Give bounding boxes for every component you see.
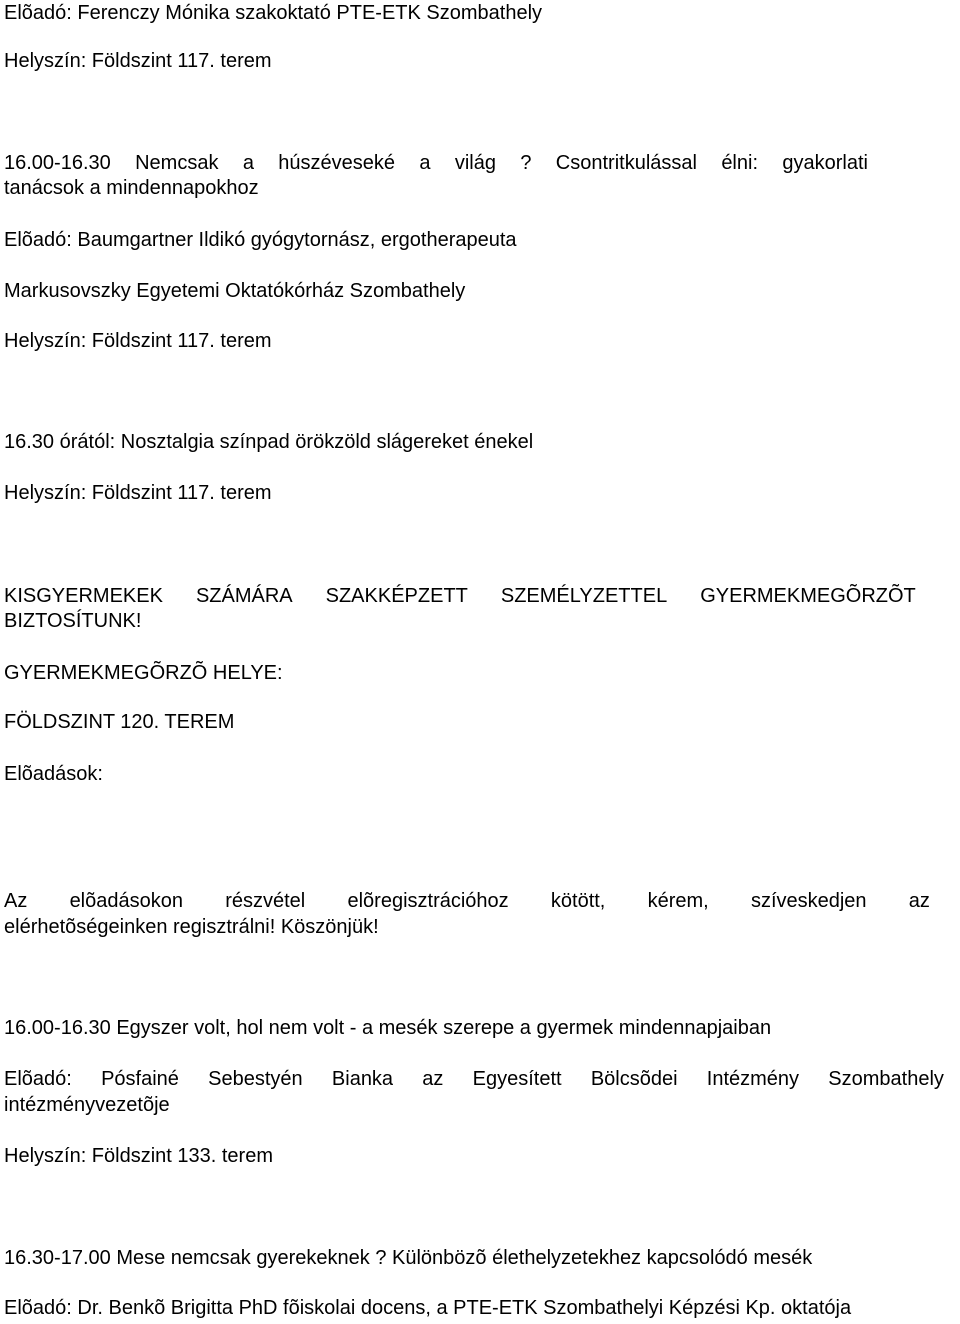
session-title-nosztalgia: 16.30 órától: Nosztalgia színpad örökzöld slágereket énekel <box>4 431 534 453</box>
word: Bianka <box>331 1068 394 1090</box>
childcare-notice-line <box>4 583 960 609</box>
word: Csontritkulással <box>555 152 697 174</box>
word: kötött, <box>550 890 606 912</box>
childcare-location-heading: GYERMEKMEGÕRZÕ HELYE: <box>4 662 283 684</box>
lectures-heading: Elõadások: <box>4 763 103 785</box>
presenter-line-benko: Elõadó: Dr. Benkõ Brigitta PhD fõiskolai docens, a PTE-ETK Szombathelyi Képzési Kp. oktatója <box>4 1297 852 1319</box>
word: az <box>908 890 930 912</box>
institution-line-markusovszky: Markusovszky Egyetemi Oktatókórház Szombathely <box>4 280 466 302</box>
registration-notice-continuation: elérhetõségeinken regisztrálni! Köszönjük! <box>4 916 379 938</box>
word: ? <box>520 152 532 174</box>
location-line-117-b: Helyszín: Földszint 117. terem <box>4 330 272 352</box>
word: világ <box>454 152 496 174</box>
word: Az <box>4 890 28 912</box>
presenter-line-ferenczy: Elõadó: Ferenczy Mónika szakoktató PTE-ETK Szombathely <box>4 2 543 24</box>
presenter-line-posfaine <box>4 1066 944 1092</box>
word: Elõadó: <box>4 1068 72 1090</box>
word: szíveskedjen <box>750 890 867 912</box>
session-title-mesek-szerepe: 16.00-16.30 Egyszer volt, hol nem volt - a mesék szerepe a gyermek mindennapjaiban <box>4 1017 772 1039</box>
word: Nemcsak <box>135 152 219 174</box>
word: elõregisztrációhoz <box>347 890 509 912</box>
word: részvétel <box>225 890 306 912</box>
childcare-notice-continuation: BIZTOSÍTUNK! <box>4 610 142 632</box>
session-title-csontritkulas <box>4 150 868 176</box>
word: SZAKKÉPZETT <box>325 585 468 607</box>
word: Sebestyén <box>208 1068 303 1090</box>
location-line-133: Helyszín: Földszint 133. terem <box>4 1145 273 1167</box>
word: GYERMEKMEGÕRZÕT <box>700 585 916 607</box>
session-title-continuation: tanácsok a mindennapokhoz <box>4 177 259 199</box>
word: 16.00-16.30 <box>4 152 111 174</box>
registration-notice-line <box>4 888 930 914</box>
location-line-117-c: Helyszín: Földszint 117. terem <box>4 482 272 504</box>
word: elõadásokon <box>69 890 183 912</box>
location-line-117-a: Helyszín: Földszint 117. terem <box>4 50 272 72</box>
presenter-line-baumgartner: Elõadó: Baumgartner Ildikó gyógytornász, ergotherapeuta <box>4 229 517 251</box>
word: gyakorlati <box>782 152 868 174</box>
word: a <box>419 152 431 174</box>
word: Egyesített <box>472 1068 562 1090</box>
childcare-location: FÖLDSZINT 120. TEREM <box>4 711 235 733</box>
word: az <box>422 1068 444 1090</box>
word: élni: <box>721 152 759 174</box>
word: a <box>242 152 254 174</box>
word: Bölcsõdei <box>590 1068 678 1090</box>
word: SZEMÉLYZETTEL <box>500 585 668 607</box>
word: KISGYERMEKEK <box>4 585 163 607</box>
word: SZÁMÁRA <box>195 585 293 607</box>
word: kérem, <box>647 890 709 912</box>
presenter-role-posfaine: intézményvezetõje <box>4 1094 170 1116</box>
word: húszéveseké <box>278 152 396 174</box>
word: Szombathely <box>828 1068 944 1090</box>
word: Intézmény <box>706 1068 800 1090</box>
session-title-mese-nemcsak: 16.30-17.00 Mese nemcsak gyerekeknek ? Különbözõ élethelyzetekhez kapcsolódó mesék <box>4 1247 813 1269</box>
word: Pósfainé <box>101 1068 179 1090</box>
